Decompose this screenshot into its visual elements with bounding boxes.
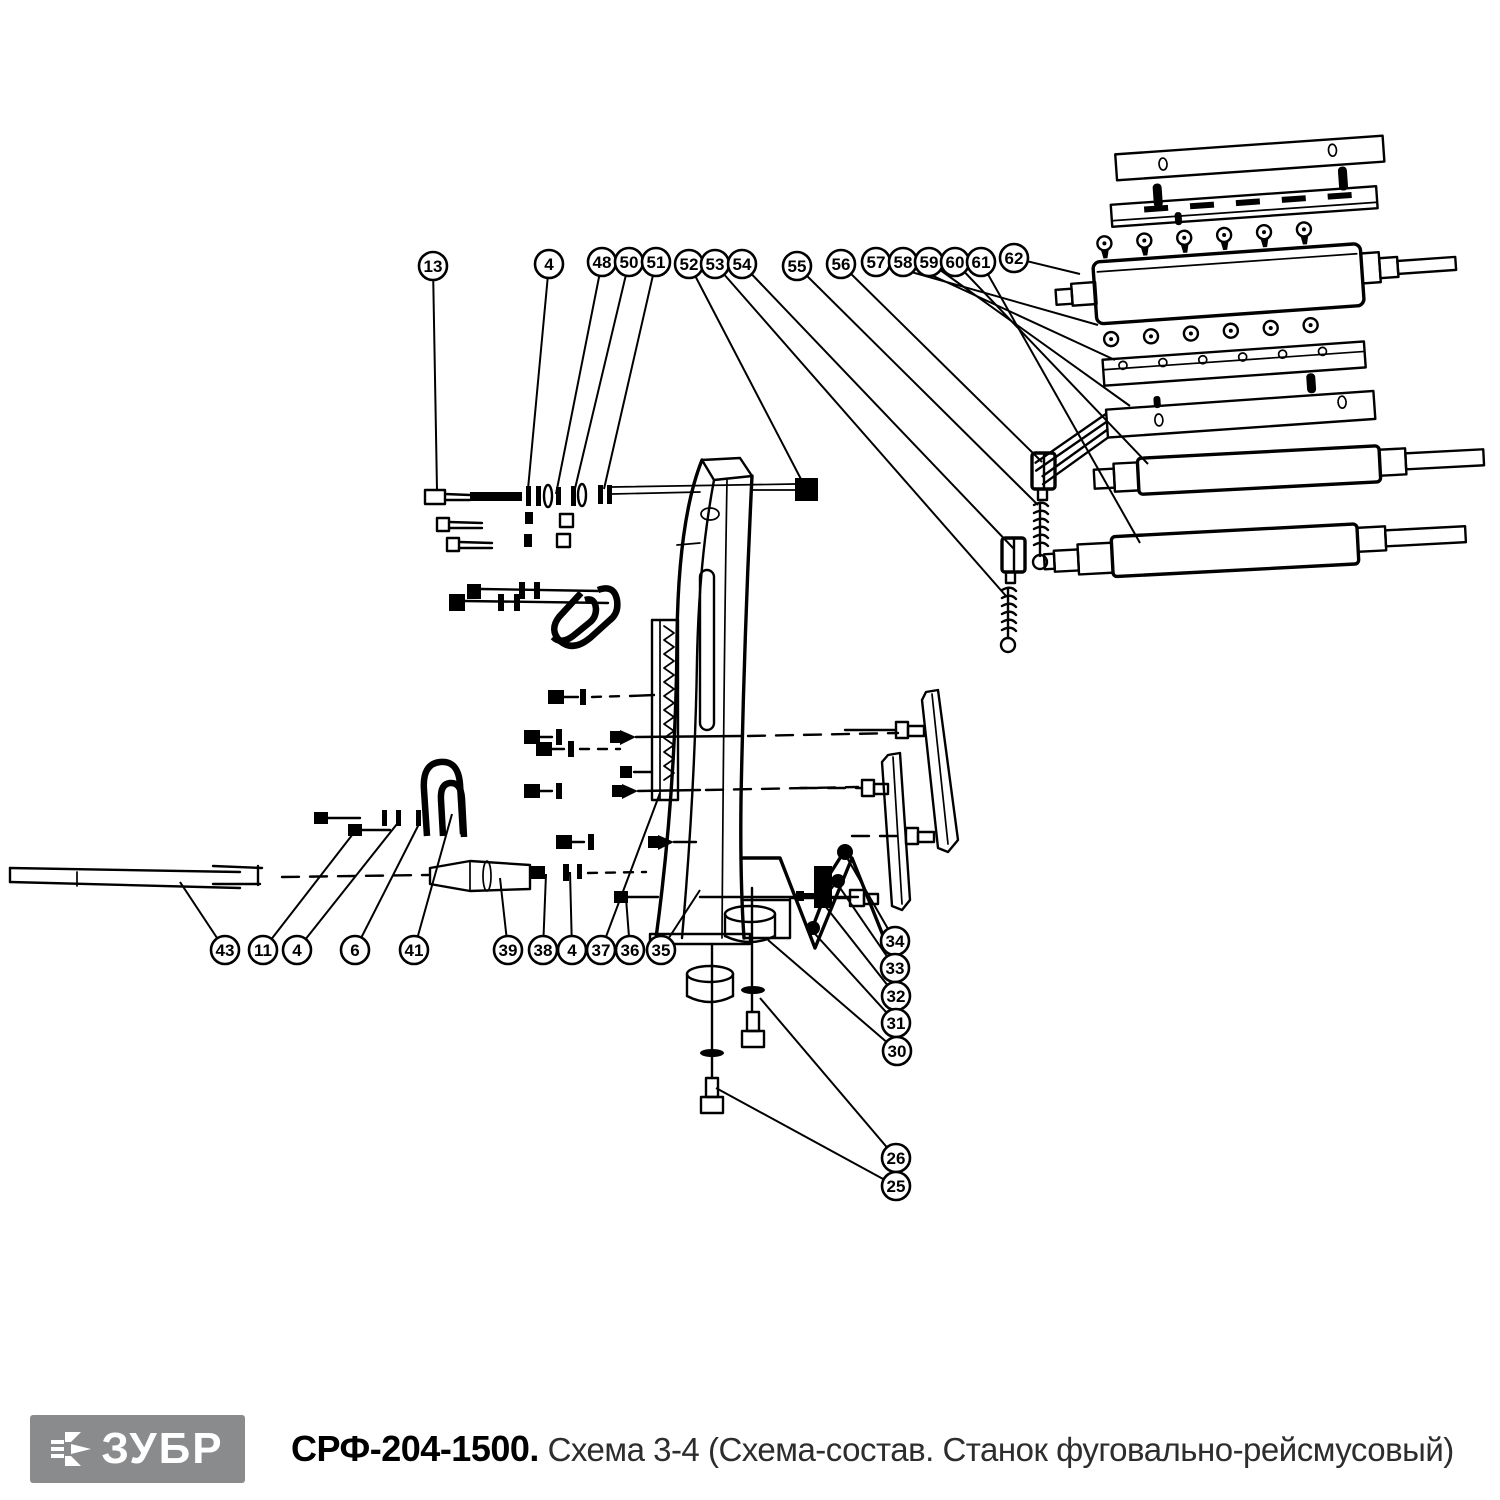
svg-text:55: 55 <box>787 256 807 276</box>
callout-balloon-26 <box>882 1144 910 1172</box>
svg-text:59: 59 <box>919 252 939 272</box>
callout-balloon-43 <box>211 936 239 964</box>
svg-text:32: 32 <box>886 986 906 1006</box>
zubr-logo-text: ЗУБР <box>101 1424 224 1473</box>
bushing-bolt-stack-1 <box>687 944 733 1113</box>
svg-text:51: 51 <box>646 252 666 272</box>
svg-text:26: 26 <box>886 1148 906 1168</box>
callout-balloon-54 <box>728 250 756 278</box>
sleeve-part <box>430 861 530 891</box>
callout-balloon-30 <box>883 1037 911 1065</box>
svg-text:31: 31 <box>886 1013 906 1033</box>
callout-balloon-32 <box>882 982 910 1010</box>
svg-text:38: 38 <box>533 940 553 960</box>
callout-leader-59 <box>929 262 1130 406</box>
lock-lever-mechanism <box>700 844 888 948</box>
svg-text:56: 56 <box>831 254 851 274</box>
svg-text:30: 30 <box>887 1041 907 1061</box>
lower-knife-bar <box>1103 341 1366 385</box>
adjusting-rod-assembly <box>425 478 818 551</box>
callout-balloon-13 <box>419 252 447 280</box>
svg-text:50: 50 <box>619 252 639 272</box>
zubr-logo-icon <box>51 1432 91 1466</box>
callout-balloon-58 <box>889 248 917 276</box>
drawing-subtitle: Схема 3-4 (Схема-состав. Станок фуговально-рейсмусовый) <box>547 1431 1454 1468</box>
callout-balloon-6 <box>341 936 369 964</box>
drawing-caption <box>291 1428 1454 1470</box>
callout-balloon-31 <box>882 1009 910 1037</box>
callout-balloon-52 <box>675 250 703 278</box>
svg-text:41: 41 <box>404 940 424 960</box>
svg-text:11: 11 <box>254 940 272 960</box>
svg-text:62: 62 <box>1004 248 1024 268</box>
svg-text:43: 43 <box>215 940 235 960</box>
callout-leader-11 <box>263 830 356 950</box>
svg-text:34: 34 <box>885 931 905 951</box>
svg-text:25: 25 <box>886 1176 906 1196</box>
callout-balloon-35 <box>647 936 675 964</box>
callout-balloon-4 <box>558 936 586 964</box>
callout-leader-51 <box>604 262 656 489</box>
callout-leader-55 <box>797 266 1038 505</box>
svg-text:53: 53 <box>705 254 725 274</box>
callout-leader-50 <box>573 262 629 497</box>
callout-leader-48 <box>556 262 602 494</box>
callout-balloon-36 <box>616 936 644 964</box>
callout-leader-13 <box>433 266 437 490</box>
svg-text:4: 4 <box>544 254 554 274</box>
svg-text:36: 36 <box>620 940 640 960</box>
callout-balloon-4 <box>283 936 311 964</box>
cutter-drum <box>1054 237 1458 327</box>
svg-text:4: 4 <box>292 940 302 960</box>
gear-rack <box>620 620 678 800</box>
callout-balloon-50 <box>615 248 643 276</box>
bushing-bolt-stack-2 <box>725 888 775 1047</box>
callout-leader-56 <box>841 264 1042 462</box>
callout-balloon-60 <box>941 248 969 276</box>
square-nut <box>795 478 818 501</box>
zubr-logo <box>30 1415 245 1483</box>
callout-leader-6 <box>355 822 420 950</box>
feed-roller-upper <box>1093 440 1484 496</box>
svg-text:57: 57 <box>866 252 886 272</box>
callout-balloon-62 <box>1000 244 1028 272</box>
side-plate-left <box>790 753 910 910</box>
svg-text:52: 52 <box>679 254 699 274</box>
callout-leader-41 <box>414 814 452 950</box>
svg-text:54: 54 <box>732 254 752 274</box>
callout-leader-30 <box>768 940 897 1051</box>
cutter-head-assembly <box>1014 131 1469 484</box>
callout-balloon-57 <box>862 248 890 276</box>
callout-balloon-48 <box>588 248 616 276</box>
svg-text:6: 6 <box>350 940 360 960</box>
footer-bar <box>0 1398 1500 1500</box>
callout-balloon-33 <box>881 954 909 982</box>
callout-leader-25 <box>716 1088 896 1186</box>
svg-text:37: 37 <box>591 940 611 960</box>
svg-text:33: 33 <box>885 958 905 978</box>
svg-text:48: 48 <box>592 252 612 272</box>
callout-balloon-59 <box>915 248 943 276</box>
svg-text:61: 61 <box>971 252 991 272</box>
svg-text:4: 4 <box>567 940 577 960</box>
callouts-layer <box>180 244 1148 1200</box>
callout-leader-4 <box>528 264 549 489</box>
callout-balloon-37 <box>587 936 615 964</box>
callout-balloon-53 <box>701 250 729 278</box>
callout-balloon-56 <box>827 250 855 278</box>
adjusting-bolts-left <box>524 689 898 903</box>
clip-and-pin-parts <box>314 762 464 837</box>
callout-balloon-11 <box>249 936 277 964</box>
callout-balloon-25 <box>882 1172 910 1200</box>
callout-balloon-51 <box>642 248 670 276</box>
svg-text:58: 58 <box>893 252 913 272</box>
svg-text:13: 13 <box>423 256 443 276</box>
callout-balloon-38 <box>529 936 557 964</box>
feed-roller-lower <box>1043 518 1467 580</box>
callout-leader-54 <box>742 264 1014 549</box>
svg-text:39: 39 <box>498 940 518 960</box>
callout-balloon-4 <box>535 250 563 278</box>
upper-clip-and-bolts <box>449 582 617 646</box>
callout-leader-26 <box>760 998 896 1158</box>
callout-balloon-34 <box>881 927 909 955</box>
svg-text:35: 35 <box>651 940 671 960</box>
callout-leader-52 <box>689 264 803 483</box>
handle-bar <box>10 866 428 888</box>
top-clamp-bar <box>1115 136 1388 230</box>
knife-clamp-bar <box>1111 186 1378 227</box>
callout-balloon-41 <box>400 936 428 964</box>
callout-balloon-61 <box>967 248 995 276</box>
svg-text:60: 60 <box>945 252 965 272</box>
callout-balloon-55 <box>783 252 811 280</box>
callout-balloon-39 <box>494 936 522 964</box>
model-number: СРФ-204-1500. <box>291 1428 539 1469</box>
bottom-plate-bar <box>1031 369 1379 485</box>
